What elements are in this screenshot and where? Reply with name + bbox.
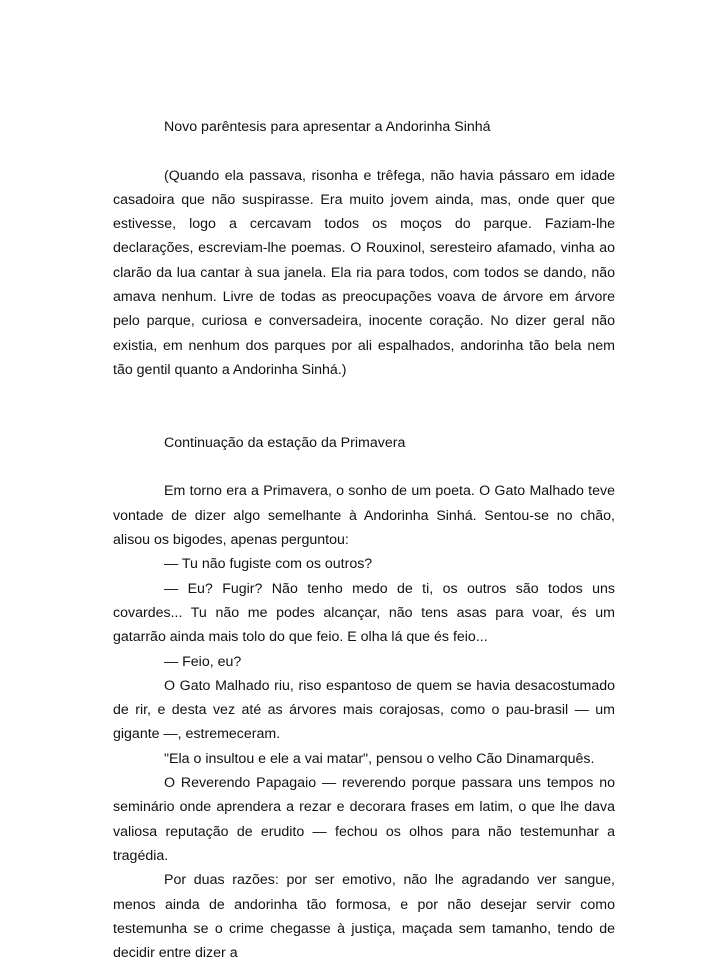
text-body <box>113 115 615 965</box>
spacer <box>113 139 615 163</box>
spacer <box>113 382 615 431</box>
paragraph: O Reverendo Papagaio — reverendo porque passara uns tempos no seminário onde aprendera a rezar e decorara frases em latim, o que lhe dava valiosa reputação de erudito — fechou os olhos para não testemunhar a tragédia. <box>113 775 615 864</box>
paragraph: Em torno era a Primavera, o sonho de um poeta. O Gato Malhado teve vontade de dizer algo semelhante à Andorinha Sinhá. Sentou-se no chão, alisou os bigodes, apenas perguntou: <box>113 483 615 549</box>
dialogue-line: — Tu não fugiste com os outros? <box>164 556 373 573</box>
paragraph: O Gato Malhado riu, riso espantoso de quem se havia desacostumado de rir, e desta vez até as árvores mais corajosas, como o pau-brasil — um gigante —, estremeceram. <box>113 677 615 743</box>
spacer <box>113 455 615 479</box>
paragraph: Por duas razões: por ser emotivo, não lhe agradando ver sangue, menos ainda de andorinha tão formosa, e por não desejar servir como testemunha se o crime chegasse à justiça, maçada sem tamanho, tendo de decidir entre dizer a <box>113 872 615 962</box>
paragraph-andorinha-description: (Quando ela passava, risonha e trêfega, não havia pássaro em idade casadoira que não suspirasse. Era muito jovem ainda, mas, onde quer que estivesse, logo a cercavam todos os moços do parque. Faziam-lhe declarações, escreviam-lhe poemas. O Rouxinol, seresteiro afamado, vinha ao clarão da lua cantar à sua janela. Ela ria para todos, com todos se dando, não amava nenhum. Livre de todas as preocupações voava de árvore em árvore pelo parque, curiosa e conversadeira, inocente coração. No dizer geral não existia, em nenhum dos parques por ali espalhados, andorinha tão bela nem tão gentil quanto a Andorinha Sinhá.) <box>113 167 615 378</box>
paragraph: "Ela o insultou e ele a vai matar", pensou o velho Cão Dinamarquês. <box>164 750 595 767</box>
section-heading-parentesis: Novo parêntesis para apresentar a Andorinha Sinhá <box>164 119 491 135</box>
dialogue-line: — Feio, eu? <box>164 653 242 670</box>
section-heading-primavera: Continuação da estação da Primavera <box>164 434 406 451</box>
dialogue-line: — Eu? Fugir? Não tenho medo de ti, os outros são todos uns covardes... Tu não me podes alcançar, não tens asas para voar, és um gatarrão ainda mais tolo do que feio. E olha lá que és feio... <box>113 580 615 646</box>
